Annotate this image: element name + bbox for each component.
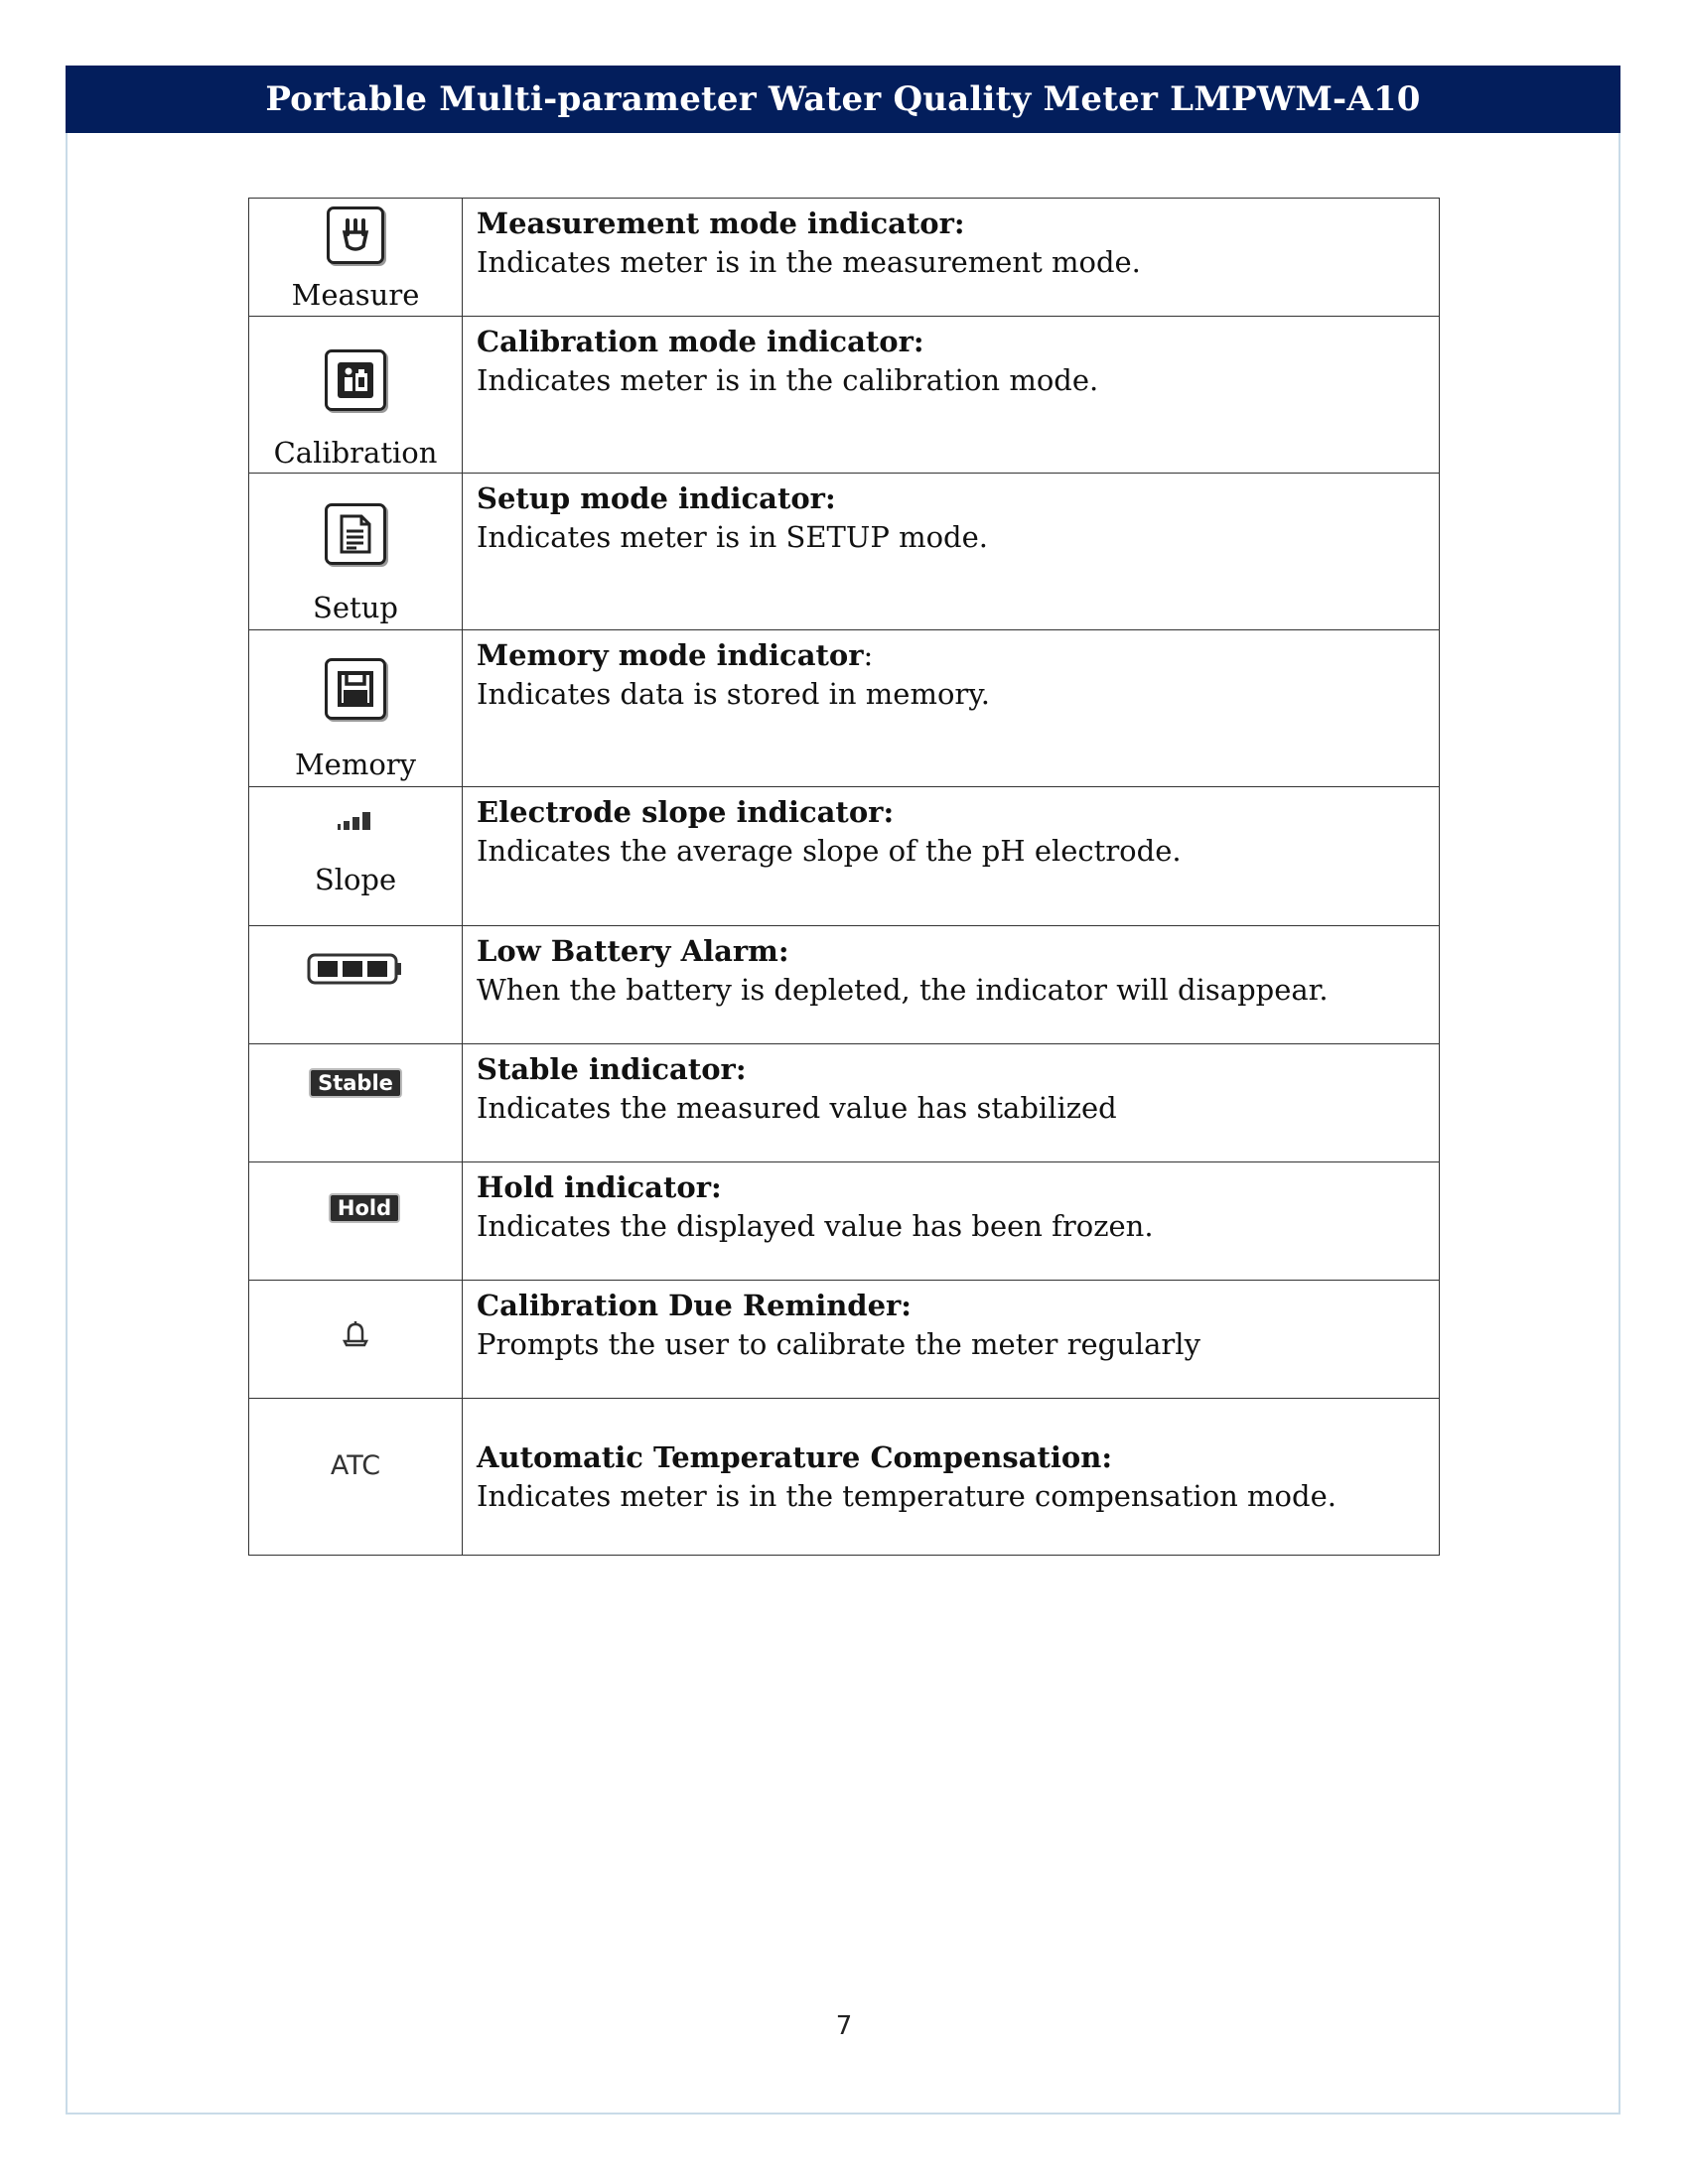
slope-icon <box>336 809 375 833</box>
battery-icon <box>307 952 404 986</box>
hold-badge: Hold <box>329 1193 400 1223</box>
icon-cell <box>249 1399 463 1556</box>
indicator-title: Electrode slope indicator: <box>477 795 895 829</box>
page-number: 7 <box>835 2011 853 2041</box>
indicator-title: Low Battery Alarm: <box>477 934 789 968</box>
table-row <box>249 317 1440 474</box>
calibration-icon <box>325 349 386 411</box>
icon-cell <box>249 1281 463 1399</box>
indicator-title: Automatic Temperature Compensation: <box>477 1440 1113 1474</box>
indicator-description: Prompts the user to calibrate the meter regularly <box>477 1327 1200 1361</box>
icon-cell <box>249 1044 463 1162</box>
indicator-description: Indicates meter is in SETUP mode. <box>477 520 988 554</box>
icon-cell <box>249 1162 463 1281</box>
icon-label: Calibration <box>273 436 438 470</box>
description-cell <box>463 1399 1440 1556</box>
indicator-description: Indicates data is stored in memory. <box>477 677 991 711</box>
table-row <box>249 630 1440 787</box>
icon-cell <box>249 787 463 926</box>
icon-cell <box>249 474 463 630</box>
icon-label: Setup <box>313 591 398 624</box>
indicator-description: Indicates the measured value has stabilized <box>477 1091 1117 1125</box>
indicator-title: Calibration mode indicator: <box>477 325 924 358</box>
table-row <box>249 199 1440 317</box>
memory-icon <box>325 658 386 720</box>
page-title: Portable Multi-parameter Water Quality Meter LMPWM-A10 <box>265 79 1421 119</box>
measure-icon <box>327 206 384 264</box>
table-row <box>249 1162 1440 1281</box>
icon-cell <box>249 926 463 1044</box>
icon-label: Slope <box>314 863 397 896</box>
description-cell <box>463 926 1440 1044</box>
table-row <box>249 474 1440 630</box>
indicator-title: Setup mode indicator: <box>477 481 836 515</box>
icon-cell <box>249 317 463 474</box>
indicator-table <box>248 198 1440 1556</box>
bell-icon <box>341 1318 370 1350</box>
indicator-title: Memory mode indicator: <box>477 638 874 672</box>
icon-cell <box>249 630 463 787</box>
table-row <box>249 1281 1440 1399</box>
description-cell <box>463 474 1440 630</box>
setup-icon <box>325 503 386 565</box>
indicator-title: Measurement mode indicator: <box>477 206 965 240</box>
description-cell <box>463 199 1440 317</box>
atc-icon: ATC <box>330 1450 381 1481</box>
indicator-description: Indicates meter is in the calibration mode. <box>477 363 1099 397</box>
indicator-title: Hold indicator: <box>477 1170 722 1204</box>
description-cell <box>463 1044 1440 1162</box>
icon-label: Memory <box>294 748 417 781</box>
description-cell <box>463 1281 1440 1399</box>
indicator-description: Indicates the displayed value has been frozen. <box>477 1209 1154 1243</box>
indicator-description: Indicates the average slope of the pH electrode. <box>477 834 1182 868</box>
indicator-title: Stable indicator: <box>477 1052 747 1086</box>
table-row <box>249 1399 1440 1556</box>
stable-badge: Stable <box>309 1068 402 1098</box>
indicator-description: Indicates meter is in the measurement mode. <box>477 245 1141 279</box>
description-cell <box>463 1162 1440 1281</box>
table-row <box>249 1044 1440 1162</box>
table-row <box>249 926 1440 1044</box>
table-row <box>249 787 1440 926</box>
description-cell <box>463 630 1440 787</box>
icon-label: Measure <box>291 278 420 312</box>
indicator-description: When the battery is depleted, the indicator will disappear. <box>477 973 1329 1007</box>
description-cell <box>463 787 1440 926</box>
page-header <box>66 66 1620 133</box>
icon-cell <box>249 199 463 317</box>
indicator-description: Indicates meter is in the temperature compensation mode. <box>477 1479 1336 1513</box>
indicator-title: Calibration Due Reminder: <box>477 1289 913 1322</box>
description-cell <box>463 317 1440 474</box>
